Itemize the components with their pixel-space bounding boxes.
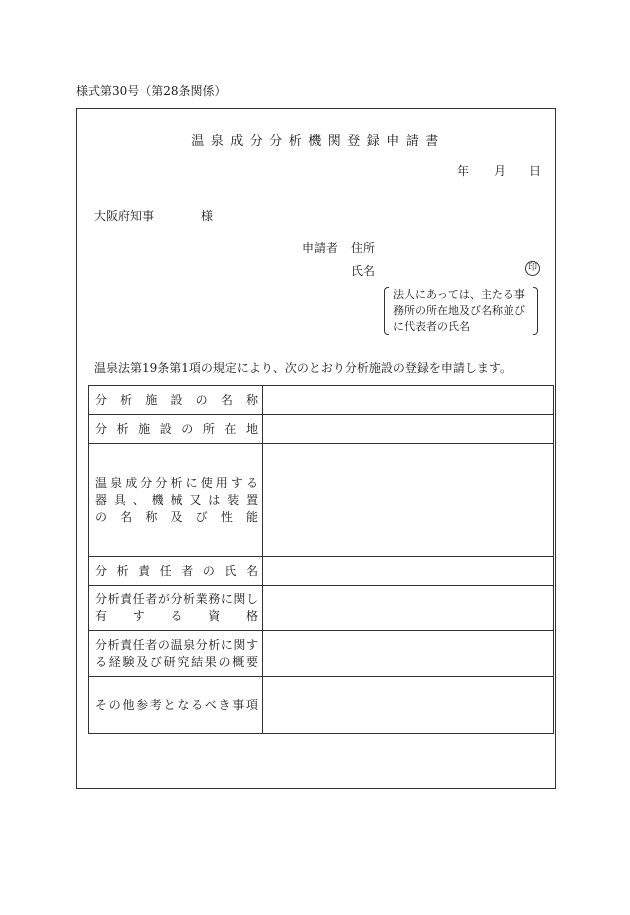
row-label <box>89 677 263 734</box>
row-label <box>89 444 263 557</box>
addressee-honorific: 様 <box>201 209 214 223</box>
row-label-line: 器具、機械又は装置 <box>95 492 258 507</box>
row-label-line: その他参考となるべき事項 <box>95 697 258 712</box>
row-value[interactable] <box>263 557 554 586</box>
address-label: 住所 <box>351 241 376 255</box>
row-label-line: 分析施設の所在地 <box>95 421 258 436</box>
date-day-label: 日 <box>529 164 542 178</box>
row-value[interactable] <box>263 444 554 557</box>
row-label-line: 分析施設の名称 <box>95 392 258 407</box>
row-label-line: 分析責任者の氏名 <box>95 563 258 578</box>
row-value[interactable] <box>263 386 554 415</box>
row-label-line: る経験及び研究結果の概要 <box>95 654 258 669</box>
bracket-left <box>384 287 389 335</box>
row-value[interactable] <box>263 586 554 631</box>
form-number: 様式第30号（第28条関係） <box>76 84 227 98</box>
addressee-name: 大阪府知事 <box>94 209 155 223</box>
table-row <box>89 415 554 444</box>
row-label <box>89 386 263 415</box>
row-label <box>89 415 263 444</box>
form-title: 温泉成分分析機関登録申請書 <box>191 134 445 149</box>
application-items-table <box>88 385 554 734</box>
row-label-line: 分析責任者の温泉分析に関す <box>95 637 258 652</box>
row-value[interactable] <box>263 677 554 734</box>
application-statement: 温泉法第19条第1項の規定により、次のとおり分析施設の登録を申請します。 <box>94 361 512 375</box>
bracket-right <box>533 287 538 335</box>
row-label <box>89 631 263 677</box>
row-label <box>89 586 263 631</box>
row-value[interactable] <box>263 631 554 677</box>
corporation-note-text: 法人にあっては、主たる事務所の所在地及び名称並びに代表者の氏名 <box>393 288 525 333</box>
date-month-label: 月 <box>494 164 507 178</box>
table-row <box>89 631 554 677</box>
table-row <box>89 386 554 415</box>
row-value[interactable] <box>263 415 554 444</box>
date-year-label: 年 <box>457 164 470 178</box>
seal-mark: 印 <box>525 261 540 276</box>
row-label-line: 温泉成分分析に使用する <box>95 475 258 490</box>
row-label <box>89 557 263 586</box>
table-row <box>89 586 554 631</box>
table-row <box>89 557 554 586</box>
table-row <box>89 444 554 557</box>
applicant-label: 申請者 <box>302 241 339 255</box>
corporation-note <box>384 287 538 335</box>
name-label: 氏名 <box>351 264 376 278</box>
row-label-line: 分析責任者が分析業務に関し <box>95 592 258 606</box>
table-row <box>89 677 554 734</box>
row-label-line: 有する資格 <box>95 609 258 623</box>
row-label-line: の名称及び性能 <box>95 509 258 524</box>
